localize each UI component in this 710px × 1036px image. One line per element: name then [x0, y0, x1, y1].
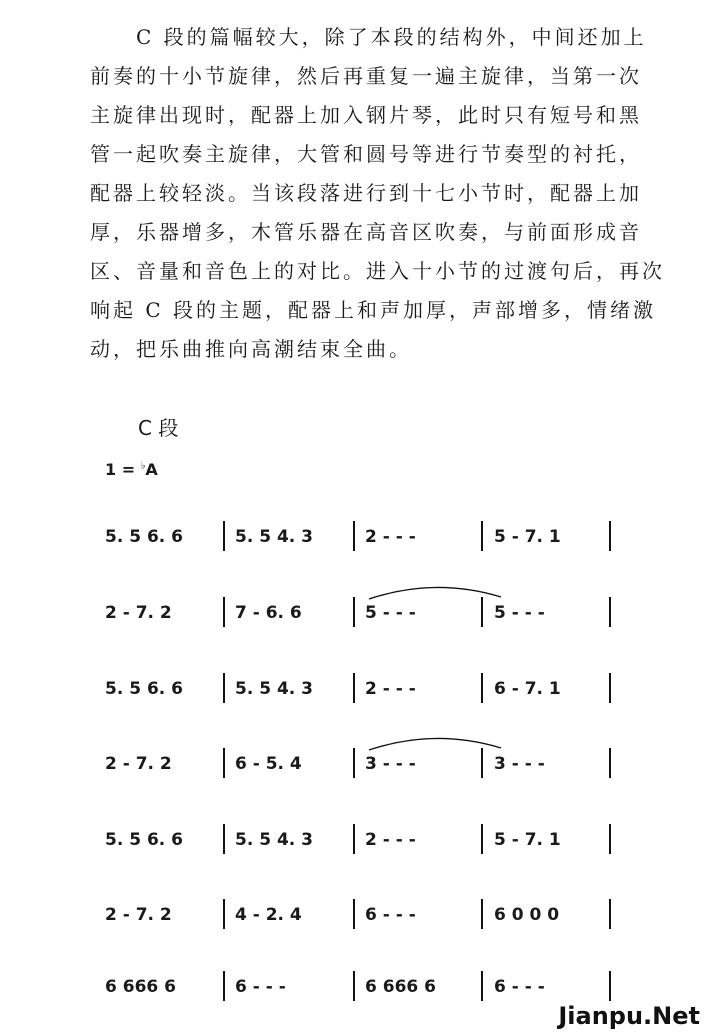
- measure: 6 - 7. 1: [494, 679, 561, 699]
- text-line: 区、音量和音色上的对比。进入十小节的过渡句后，再次: [90, 259, 665, 283]
- bar-line: [353, 824, 355, 854]
- key-prefix: 1 =: [105, 460, 141, 479]
- bar-line: [223, 521, 225, 551]
- section-label: C 段: [138, 416, 179, 440]
- measure: 5 - - -: [365, 603, 416, 623]
- bar-line: [481, 673, 483, 703]
- measure: 2 - 7. 2: [105, 905, 172, 925]
- text-line: 响起 C 段的主题，配器上和声加厚，声部增多，情绪激: [90, 298, 657, 322]
- site-watermark: Jianpu.Net: [558, 1002, 700, 1030]
- bar-line: [609, 673, 611, 703]
- measure: 2 - - -: [365, 830, 416, 850]
- bar-line: [223, 673, 225, 703]
- measure: 2 - 7. 2: [105, 603, 172, 623]
- score-line: [100, 830, 620, 870]
- text-line: 动，把乐曲推向高潮结束全曲。: [90, 337, 412, 361]
- measure: 2 - 7. 2: [105, 754, 172, 774]
- bar-line: [223, 748, 225, 778]
- measure: 6 0 0 0: [494, 905, 560, 925]
- text-line: 前奏的十小节旋律，然后再重复一遍主旋律，当第一次: [90, 64, 642, 88]
- measure: 4 - 2. 4: [235, 905, 302, 925]
- measure: 6 666 6: [365, 977, 436, 997]
- score-line: [100, 905, 620, 945]
- score-line: [100, 527, 620, 567]
- measure: 7 - 6. 6: [235, 603, 302, 623]
- bar-line: [481, 521, 483, 551]
- flat-sign: ♭: [140, 460, 146, 472]
- slur-mark: [365, 581, 505, 601]
- slur-mark: [365, 732, 505, 752]
- measure: 5. 5 4. 3: [235, 527, 313, 547]
- measure: 5. 5 6. 6: [105, 527, 183, 547]
- key-signature: [105, 460, 158, 479]
- bar-line: [223, 971, 225, 1001]
- bar-line: [353, 597, 355, 627]
- text-line: 管一起吹奏主旋律，大管和圆号等进行节奏型的衬托，: [90, 142, 642, 166]
- bar-line: [609, 824, 611, 854]
- score-line: [100, 679, 620, 719]
- text-line: 配器上较轻淡。当该段落进行到十七小节时，配器上加: [90, 181, 642, 205]
- key-note: A: [145, 460, 158, 479]
- bar-line: [609, 971, 611, 1001]
- measure: 3 - - -: [365, 754, 416, 774]
- bar-line: [481, 899, 483, 929]
- text-line: 主旋律出现时，配器上加入钢片琴，此时只有短号和黑: [90, 103, 642, 127]
- bar-line: [353, 899, 355, 929]
- bar-line: [609, 899, 611, 929]
- measure: 6 666 6: [105, 977, 176, 997]
- measure: 5. 5 6. 6: [105, 679, 183, 699]
- bar-line: [353, 748, 355, 778]
- text-line: C 段的篇幅较大，除了本段的结构外，中间还加上: [136, 25, 647, 49]
- bar-line: [223, 899, 225, 929]
- measure: 6 - - -: [235, 977, 286, 997]
- text-line: 厚，乐器增多，木管乐器在高音区吹奏，与前面形成音: [90, 220, 642, 244]
- bar-line: [353, 521, 355, 551]
- bar-line: [223, 824, 225, 854]
- bar-line: [481, 748, 483, 778]
- measure: 5 - - -: [494, 603, 545, 623]
- measure: 2 - - -: [365, 679, 416, 699]
- measure: 6 - - -: [494, 977, 545, 997]
- bar-line: [353, 673, 355, 703]
- measure: 5 - 7. 1: [494, 527, 561, 547]
- bar-line: [609, 521, 611, 551]
- bar-line: [223, 597, 225, 627]
- measure: 6 - 5. 4: [235, 754, 302, 774]
- measure: 6 - - -: [365, 905, 416, 925]
- score-line: [100, 603, 620, 643]
- bar-line: [481, 597, 483, 627]
- measure: 5. 5 6. 6: [105, 830, 183, 850]
- score-line: [100, 977, 620, 1017]
- measure: 5. 5 4. 3: [235, 830, 313, 850]
- measure: 5 - 7. 1: [494, 830, 561, 850]
- bar-line: [481, 824, 483, 854]
- bar-line: [609, 597, 611, 627]
- score-line: [100, 754, 620, 794]
- bar-line: [481, 971, 483, 1001]
- measure: 2 - - -: [365, 527, 416, 547]
- bar-line: [609, 748, 611, 778]
- measure: 3 - - -: [494, 754, 545, 774]
- bar-line: [353, 971, 355, 1001]
- measure: 5. 5 4. 3: [235, 679, 313, 699]
